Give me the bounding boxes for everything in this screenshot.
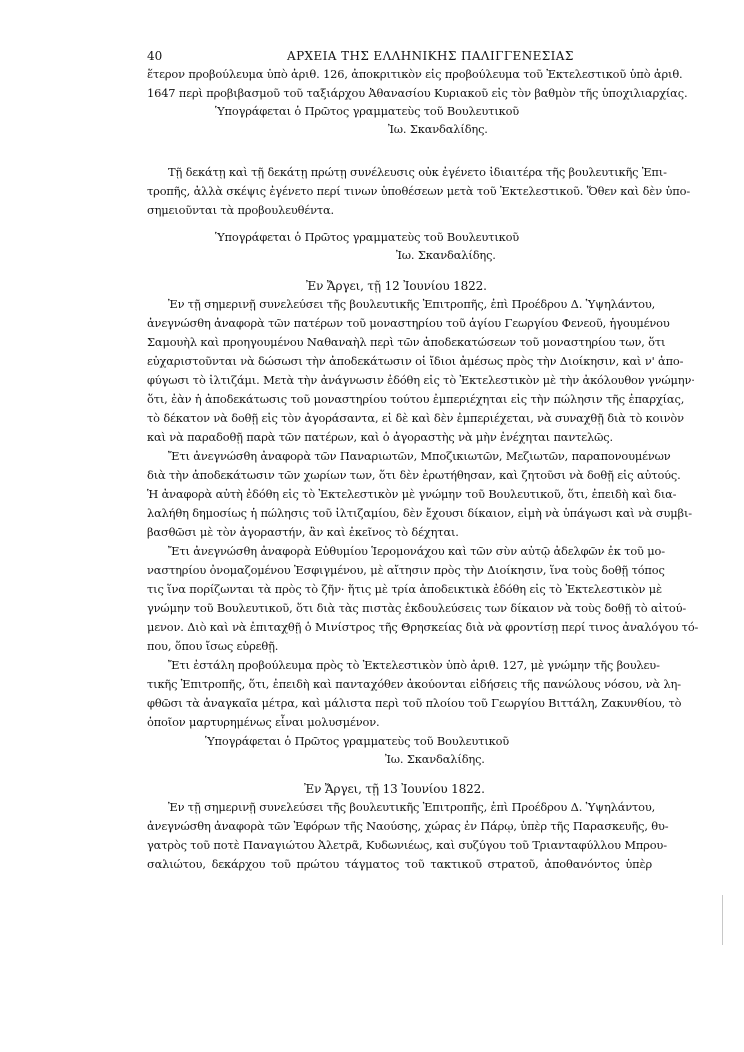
signatory-name: Ἰω. Σκανδαλίδης. (396, 248, 496, 262)
text-line: καὶ νὰ παραδοθῇ παρὰ τῶν πατέρων, καὶ ὁ ἀγοραστὴς νὰ μὴν ἐνέχηται παντελῶς. (147, 430, 613, 444)
signature-line: Ὑπογράφεται ὁ Πρῶτος γραμματεὺς τοῦ Βουλευτικοῦ (215, 104, 520, 118)
text-line: ναστηρίου ὀνομαζομένου Ἐσφιγμένου, μὲ αἴτησιν πρὸς τὴν Διοίκησιν, ἵνα τοὺς δοθῇ τόπος (147, 563, 665, 577)
text-line: μενον. Διὸ καὶ νὰ ἐπιταχθῇ ὁ Μινίστρος τῆς Θρησκείας διὰ νὰ φροντίσῃ περί τινος ἀναλόγου τό- (147, 620, 699, 634)
text-line: Τῇ δεκάτῃ καὶ τῇ δεκάτῃ πρώτῃ συνέλευσις οὐκ ἐγένετο ἰδιαιτέρα τῆς βουλευτικῆς Ἐπι- (168, 165, 667, 179)
signature-line: Ὑπογράφεται ὁ Πρῶτος γραμματεὺς τοῦ Βουλευτικοῦ (215, 230, 520, 244)
session-date: Ἐν Ἄργει, τῇ 13 Ἰουνίου 1822. (304, 782, 485, 796)
text-line: βασθῶσι μὲ τὸν ἀγοραστήν, ἂν καὶ ἐκεῖνος τὸ δέχηται. (147, 525, 459, 539)
signatory-name: Ἰω. Σκανδαλίδης. (385, 752, 485, 766)
text-line: τροπῆς, ἀλλὰ σκέψις ἐγένετο περί τινων ὑποθέσεων μετὰ τοῦ Ἐκτελεστικοῦ. Ὅθεν καὶ δὲν ὑπο- (147, 184, 691, 198)
text-line: λαλήθη δημοσίως ἡ πώλησις τοῦ ἰλτιζαμίου, δὲν ἔχουσι δίκαιον, εἰμὴ νὰ ὑπάγωσι καὶ νὰ συμβι- (147, 506, 692, 520)
text-line: Ἔτι ἀνεγνώσθη ἀναφορὰ Εὐθυμίου Ἱερομονάχου καὶ τῶν σὺν αὐτῷ ἀδελφῶν ἐκ τοῦ μο- (168, 544, 665, 558)
text-line: ὁποῖον μαρτυρημένως εἶναι μολυσμένον. (147, 715, 380, 729)
text-line: τικῆς Ἐπιτροπῆς, ὅτι, ἐπειδὴ καὶ πανταχόθεν ἀκούονται εἰδήσεις τῆς πανώλους νόσου, νὰ λη- (147, 677, 681, 691)
running-title: ΑΡΧΕΙΑ ΤΗΣ ΕΛΛΗΝΙΚΗΣ ΠΑΛΙΓΓΕΝΕΣΙΑΣ (287, 49, 574, 63)
text-line: 1647 περὶ προβιβασμοῦ τοῦ ταξιάρχου Ἀθανασίου Κυριακοῦ εἰς τὸν βαθμὸν τῆς ὑποχιλιαρχίας. (147, 86, 688, 100)
text-line: τὸ δέκατον νὰ δοθῇ εἰς τὸν ἀγοράσαντα, εἰ δὲ καὶ δὲν ἐμπεριέχεται, νὰ συναχθῇ διὰ τὸ κοινὸν (147, 411, 684, 425)
text-line: Σαμουὴλ καὶ προηγουμένου Ναθαναὴλ περὶ τῶν ἀποδεκατώσεων τοῦ μοναστηρίου των, ὅτι (147, 335, 666, 349)
page-number: 40 (147, 49, 163, 63)
text-line: σημειοῦνται τὰ προβουλευθέντα. (147, 203, 335, 217)
text-line: ἕτερον προβούλευμα ὑπὸ ἀριθ. 126, ἀποκριτικὸν εἰς προβούλευμα τοῦ Ἐκτελεστικοῦ ὑπὸ ἀριθ. (147, 67, 683, 81)
text-line: ἀνεγνώσθη ἀναφορὰ τῶν πατέρων τοῦ μοναστηρίου τοῦ ἁγίου Γεωργίου Φενεοῦ, ἡγουμένου (147, 316, 670, 330)
text-line: Ἐν τῇ σημερινῇ συνελεύσει τῆς βουλευτικῆς Ἐπιτροπῆς, ἐπὶ Προέδρου Δ. Ὑψηλάντου, (168, 297, 656, 311)
scan-edge-mark (722, 895, 723, 945)
text-line: γατρὸς τοῦ ποτὲ Παναγιώτου Ἀλετρᾶ, Κυδωνιέως, καὶ συζύγου τοῦ Τριανταφύλλου Μπρου- (147, 838, 667, 852)
text-line: φύγωσι τὸ ἰλτιζάμι. Μετὰ τὴν ἀνάγνωσιν ἐδόθη εἰς τὸ Ἐκτελεστικὸν μὲ τὴν ἀκόλουθον γνώμην· (147, 373, 695, 387)
signature-line: Ὑπογράφεται ὁ Πρῶτος γραμματεὺς τοῦ Βουλευτικοῦ (205, 734, 510, 748)
session-date: Ἐν Ἄργει, τῇ 12 Ἰουνίου 1822. (306, 279, 487, 293)
text-line: που, ὅπου ἴσως εὑρεθῇ. (147, 639, 279, 653)
text-line: φθῶσι τὰ ἀναγκαῖα μέτρα, καὶ μάλιστα περὶ τοῦ πλοίου τοῦ Γεωργίου Βιττάλη, Ζακυνθίου, τὸ (147, 696, 682, 710)
signatory-name: Ἰω. Σκανδαλίδης. (388, 122, 488, 136)
text-line: Ἔτι ἀνεγνώσθη ἀναφορὰ τῶν Παναριωτῶν, Μποζικιωτῶν, Μεζιωτῶν, παραπονουμένων (168, 449, 671, 463)
text-line: γνώμην τοῦ Βουλευτικοῦ, ὅτι διὰ τὰς πιστὰς ἐκδουλεύσεις των δίκαιον νὰ τοὺς δοθῇ τὸ αἰτού- (147, 601, 687, 615)
text-line: εὐχαριστοῦνται νὰ δώσωσι τὴν ἀποδεκάτωσιν οἱ ἴδιοι ἀμέσως πρὸς τὴν Διοίκησιν, καὶ ν' ἀπο- (147, 354, 684, 368)
text-line: Ἡ ἀναφορὰ αὐτὴ ἐδόθη εἰς τὸ Ἐκτελεστικὸν μὲ γνώμην τοῦ Βουλευτικοῦ, ὅτι, ἐπειδὴ καὶ δια- (147, 487, 677, 501)
text-line: τις ἵνα πορίζωνται τὰ πρὸς τὸ ζῆν· ἥτις μὲ τρία ἀποδεικτικὰ ἐδόθη εἰς τὸ Ἐκτελεστικὸν μὲ (147, 582, 662, 596)
text-line: Ἔτι ἐστάλη προβούλευμα πρὸς τὸ Ἐκτελεστικὸν ὑπὸ ἀριθ. 127, μὲ γνώμην τῆς βουλευ- (168, 658, 660, 672)
text-line: σαλιώτου, δεκάρχου τοῦ πρώτου τάγματος τοῦ τακτικοῦ στρατοῦ, ἀποθανόντος ὑπὲρ (147, 857, 652, 871)
text-line: Ἐν τῇ σημερινῇ συνελεύσει τῆς βουλευτικῆς Ἐπιτροπῆς, ἐπὶ Προέδρου Δ. Ὑψηλάντου, (168, 800, 656, 814)
text-line: διὰ τὴν ἀποδεκάτωσιν τῶν χωρίων των, ὅτι δὲν ἐρωτήθησαν, καὶ ζητοῦσι νὰ δοθῇ εἰς αὐτούς. (147, 468, 681, 482)
text-line: ὅτι, ἐὰν ἡ ἀποδεκάτωσις τοῦ μοναστηρίου τούτου ἐμπεριέχηται εἰς τὴν πώλησιν τῆς ἐπαρχίας, (147, 392, 685, 406)
text-line: ἀνεγνώσθη ἀναφορὰ τῶν Ἐφόρων τῆς Ναούσης, χώρας ἐν Πάρῳ, ὑπὲρ τῆς Παρασκευῆς, θυ- (147, 819, 669, 833)
